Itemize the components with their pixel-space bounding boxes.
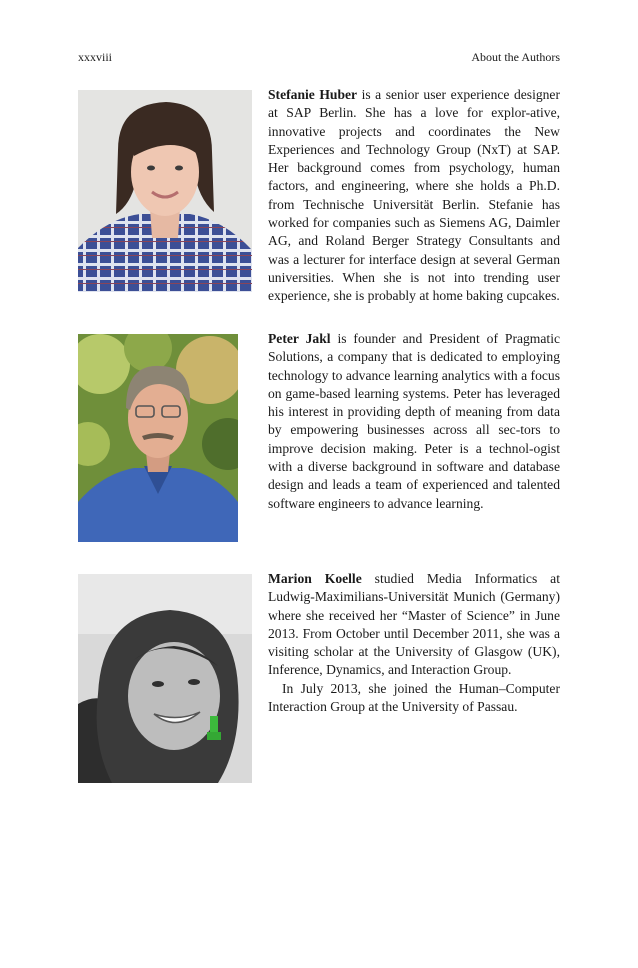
- author-photo-stefanie-huber: [78, 90, 252, 292]
- author-bio-peter-jakl: [268, 330, 560, 513]
- bio-text: is a senior user experience designer at SAP Berlin. She has a love for explor-ative, innovative projects and coordinates the New Experiences and Technology Group (NxT) at SAP. Her background comes from psychology, human factors, and engineering, where she holds a Ph.D. from Technische Universität Berlin. Stefanie has worked for companies such as Siemens AG, Daimler AG, and Roland Berger Strategy Consultants and was a lecturer for interface design at several German universities. When she is not into trending user experience, she is probably at home baking cupcakes.: [268, 87, 560, 304]
- author-photo-marion-koelle: [78, 574, 252, 783]
- bio-text: is founder and President of Pragmatic Solutions, a company that is dedicated to employing technology to advance learning analytics with a focus on game-based learning systems. Peter has leveraged his interest in providing depth of meaning from data by empowering businesses across all sec-tors to improve decision making. Peter is a technol-ogist with a diverse background in software and database design and leads a team of experienced and talented software engineers to advance learning.: [268, 331, 560, 511]
- author-bio-marion-koelle: [268, 570, 560, 716]
- author-bio-stefanie-huber: [268, 86, 560, 306]
- bio-text: studied Media Informatics at Ludwig-Maximilians-Universität Munich (Germany) where she received her “Master of Science” in June 2013. From October until December 2011, she was a visiting scholar at the University of Glasgow (UK), Inference, Dynamics, and Interaction Group.: [268, 571, 560, 678]
- author-photo-peter-jakl: [78, 334, 238, 542]
- page-header: [78, 50, 560, 68]
- running-title: About the Authors: [471, 50, 560, 64]
- bio-paragraph-2: In July 2013, she joined the Human–Computer Interaction Group at the University of Passau.: [268, 680, 560, 715]
- bio-paragraph: [268, 570, 560, 680]
- bio-paragraph: [268, 330, 560, 513]
- bio-paragraph: [268, 86, 560, 306]
- author-name: Marion Koelle: [268, 571, 362, 586]
- author-name: Peter Jakl: [268, 331, 331, 346]
- author-name: Stefanie Huber: [268, 87, 358, 102]
- page-number: xxxviii: [78, 50, 113, 64]
